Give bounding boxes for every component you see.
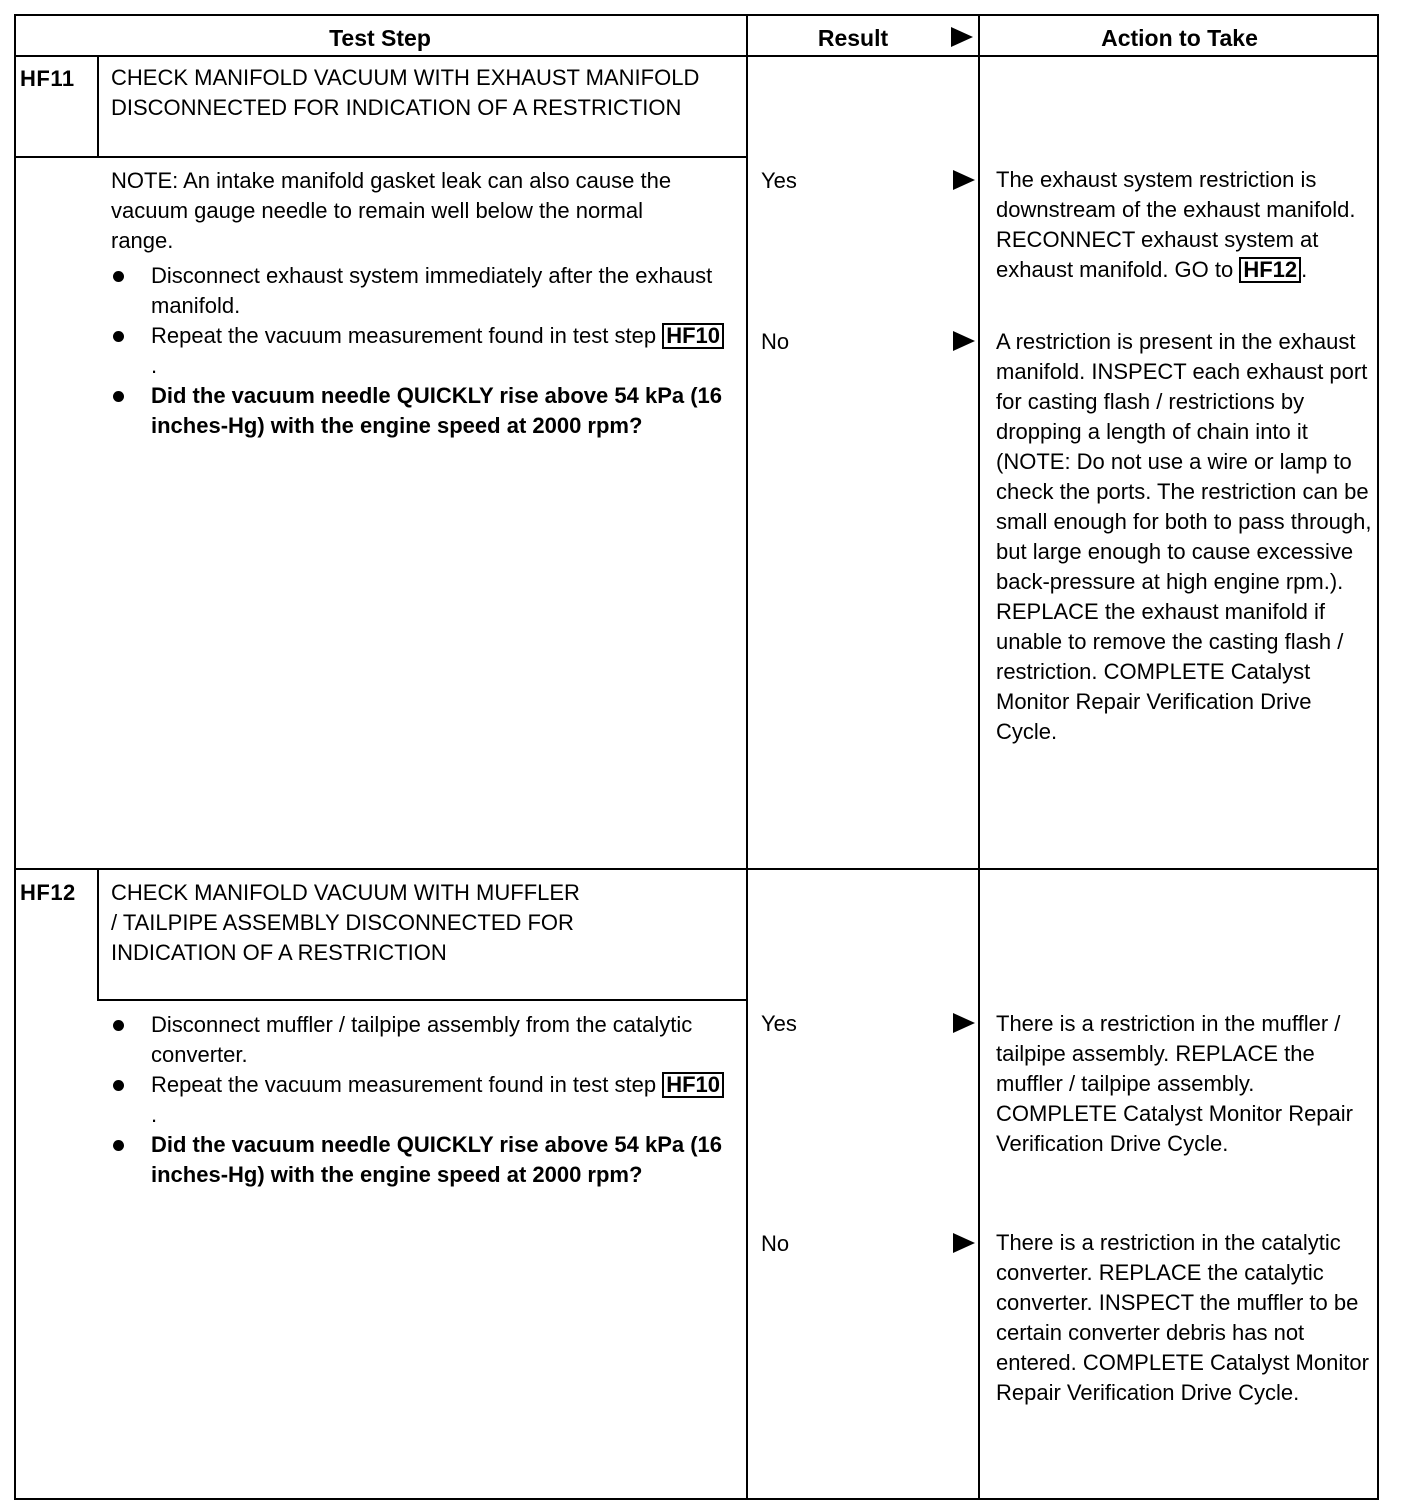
header-arrow-icon: [951, 27, 973, 47]
column-divider-action: [978, 14, 980, 1500]
step-title-hf11: CHECK MANIFOLD VACUUM WITH EXHAUST MANIFOLD DISCONNECTED FOR INDICATION OF A RESTRICTION: [111, 65, 700, 120]
column-divider-result: [746, 14, 748, 1500]
step-title-underline-hf12: [97, 999, 748, 1001]
instruction-item: Repeat the vacuum measurement found in test step HF10.: [111, 321, 726, 381]
header-action: Action to Take: [1101, 25, 1258, 51]
action-yes-hf12: There is a restriction in the muffler / tailpipe assembly. REPLACE the muffler / tailpipe assembly. COMPLETE Catalyst Monitor Repair Verification Drive Cycle.: [996, 1011, 1353, 1156]
header-test-step: Test Step: [329, 25, 431, 51]
result-no-hf12: No: [761, 1231, 790, 1256]
step-note-hf11: NOTE: An intake manifold gasket leak can also cause the vacuum gauge needle to remain well below the normal range.: [111, 168, 672, 253]
result-yes-hf11: Yes: [761, 168, 797, 193]
step-reference-hf10[interactable]: HF10: [662, 323, 724, 349]
instruction-item: Disconnect muffler / tailpipe assembly from the catalytic converter.: [111, 1010, 726, 1070]
step-id-divider-hf12: [97, 868, 99, 1001]
result-arrow-icon: [953, 170, 975, 190]
instruction-question: Did the vacuum needle QUICKLY rise above 54 kPa (16 inches-Hg) with the engine speed at 2000 rpm?: [111, 1130, 726, 1190]
step-id-divider-hf11: [97, 55, 99, 158]
action-no-hf11: A restriction is present in the exhaust manifold. INSPECT each exhaust port for casting flash / restrictions by dropping a length of chain into it (NOTE: Do not use a wire or lamp to check the ports. The restriction can be small enough for both to pass through, but large enough to cause excessive back-pressure at high engine rpm.). REPLACE the exhaust manifold if unable to remove the casting flash / restriction. COMPLETE Catalyst Monitor Repair Verification Drive Cycle.: [996, 329, 1372, 744]
action-no-hf12: There is a restriction in the catalytic converter. REPLACE the catalytic converter. INSPECT the muffler to be certain converter debris has not entered. COMPLETE Catalyst Monitor Repair Verification Drive Cycle.: [996, 1230, 1369, 1405]
step-reference-hf10[interactable]: HF10: [662, 1072, 724, 1098]
instruction-item: Repeat the vacuum measurement found in test step HF10.: [111, 1070, 726, 1130]
step-instructions-hf11: [111, 261, 726, 441]
result-arrow-icon: [953, 1233, 975, 1253]
header-divider: [14, 55, 1379, 57]
step-instructions-hf12: [111, 1010, 726, 1190]
result-yes-hf12: Yes: [761, 1011, 797, 1036]
instruction-item: Disconnect exhaust system immediately after the exhaust manifold.: [111, 261, 726, 321]
result-arrow-icon: [953, 331, 975, 351]
step-reference-hf12[interactable]: HF12: [1239, 257, 1301, 283]
header-result: Result: [817, 25, 889, 51]
step-title-underline-hf11: [14, 156, 748, 158]
step-title-hf12: CHECK MANIFOLD VACUUM WITH MUFFLER / TAILPIPE ASSEMBLY DISCONNECTED FOR INDICATION OF A RESTRICTION: [111, 880, 580, 965]
result-arrow-icon: [953, 1013, 975, 1033]
action-yes-hf11: The exhaust system restriction is downstream of the exhaust manifold. RECONNECT exhaust system at exhaust manifold. GO to HF12 .: [996, 167, 1356, 282]
step-id-hf11: HF11: [20, 66, 75, 91]
result-no-hf11: No: [761, 329, 790, 354]
instruction-question: Did the vacuum needle QUICKLY rise above 54 kPa (16 inches-Hg) with the engine speed at 2000 rpm?: [111, 381, 726, 441]
step-id-hf12: HF12: [20, 880, 76, 905]
row-divider: [14, 868, 1379, 870]
